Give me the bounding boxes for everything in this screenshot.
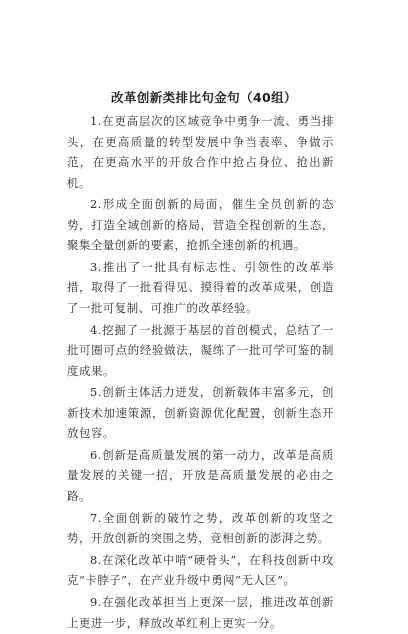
list-item: 8.在深化改革中啃“硬骨头”，在科技创新中攻克“卡脖子”，在产业升级中勇闯“无人区”。 <box>67 552 334 588</box>
list-item: 9.在强化改革担当上更深一层，推进改革创新上更进一步，释放改革红利上更实一分。 <box>67 595 334 630</box>
list-item: 4.挖掘了一批源于基层的首创模式，总结了一批可圈可点的经验做法，凝练了一批可学可鉴的制度成果。 <box>67 322 334 378</box>
list-item: 2.形成全面创新的局面，催生全员创新的态势，打造全域创新的格局，营造全程创新的生态，聚集全量创新的要素，抢抓全速创新的机遇。 <box>67 197 334 253</box>
list-item: 5.创新主体活力迸发，创新载体丰富多元，创新技术加速策源，创新资源优化配置，创新生态开放包容。 <box>67 385 334 441</box>
list-item: 6.创新是高质量发展的第一动力，改革是高质量发展的关键一招，开放是高质量发展的必由之路。 <box>67 447 334 503</box>
sentence-list <box>67 111 334 634</box>
list-item: 3.推出了一批具有标志性、引领性的改革举措，取得了一批看得见、摸得着的改革成果，创造了一批可复制、可推广的改革经验。 <box>67 259 334 315</box>
list-item: 1.在更高层次的区域竞争中勇争一流、勇当排头，在更高质量的转型发展中争当表率、争做示范，在更高水平的开放合作中抢占身位、抢出新机。 <box>67 114 334 190</box>
document-title: 改革创新类排比句金句（40组） <box>111 90 297 105</box>
list-item: 7.全面创新的破竹之势，改革创新的攻坚之势，开放创新的突围之势，竞相创新的澎湃之势。 <box>67 510 334 546</box>
